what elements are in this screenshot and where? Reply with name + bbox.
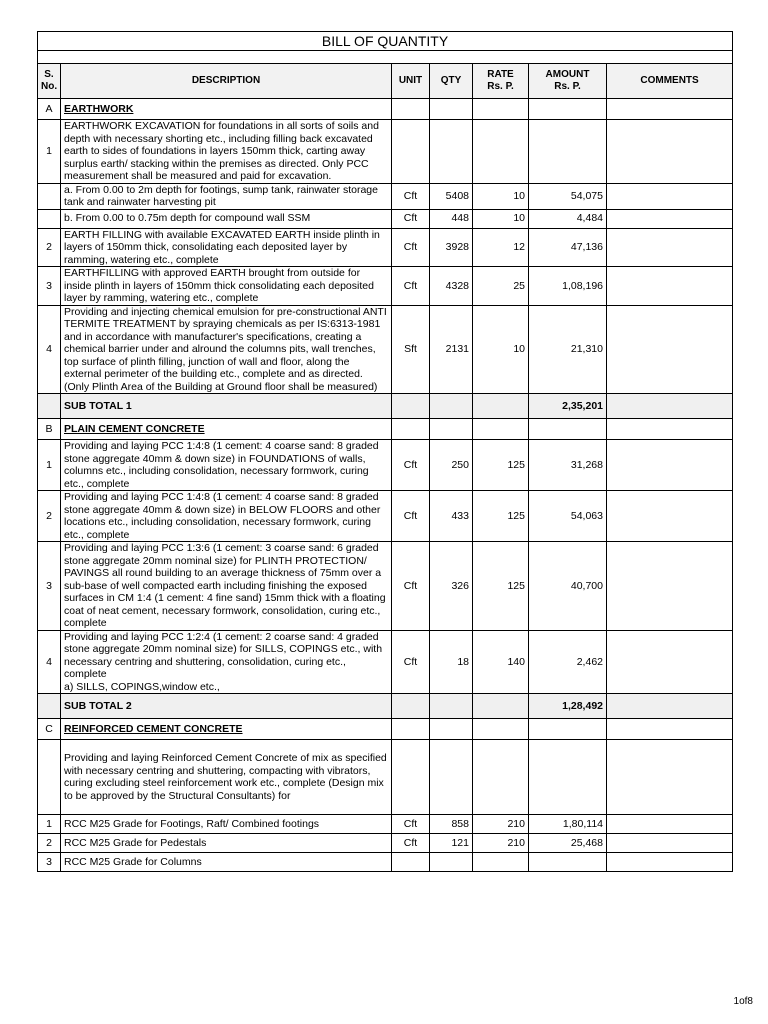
item-amount: 25,468 <box>529 834 607 853</box>
empty-cell <box>392 719 430 740</box>
item-amount: 21,310 <box>529 305 607 394</box>
item-qty: 433 <box>430 491 473 542</box>
item-amount: 1,80,114 <box>529 815 607 834</box>
item-rate: 125 <box>473 440 529 491</box>
header-amount: AMOUNT Rs. P. <box>529 64 607 99</box>
table-row <box>38 209 733 228</box>
item-unit: Cft <box>392 209 430 228</box>
item-rate: 125 <box>473 491 529 542</box>
empty-cell <box>529 419 607 440</box>
empty-cell <box>607 694 733 719</box>
empty-cell <box>430 694 473 719</box>
table-row <box>38 630 733 694</box>
table-row <box>38 120 733 184</box>
item-unit: Cft <box>392 542 430 631</box>
boq-sheet <box>37 31 732 872</box>
item-comments <box>607 740 733 815</box>
section-title: REINFORCED CEMENT CONCRETE <box>61 719 392 740</box>
item-rate: 125 <box>473 542 529 631</box>
empty-cell <box>607 719 733 740</box>
item-comments <box>607 183 733 209</box>
table-row <box>38 491 733 542</box>
item-description: EARTHFILLING with approved EARTH brought from outside for inside plinth in layers of 150mm thick consolidating each deposited layer by ramming, watering etc., complete <box>61 267 392 306</box>
item-description: Providing and laying PCC 1:4:8 (1 cement: 4 coarse sand: 8 graded stone aggregate 40mm & down size) in FOUNDATIONS of walls, columns etc., including consolidation, necessary formwork, curing etc., complete <box>61 440 392 491</box>
empty-cell <box>473 719 529 740</box>
item-description: RCC M25 Grade for Footings, Raft/ Combined footings <box>61 815 392 834</box>
item-amount: 4,484 <box>529 209 607 228</box>
header-unit: UNIT <box>392 64 430 99</box>
item-qty: 18 <box>430 630 473 694</box>
section-header-row <box>38 719 733 740</box>
table-row <box>38 183 733 209</box>
item-rate: 140 <box>473 630 529 694</box>
empty-cell <box>430 719 473 740</box>
item-amount: 31,268 <box>529 440 607 491</box>
empty-cell <box>430 99 473 120</box>
empty-cell <box>607 419 733 440</box>
subtotal-label: SUB TOTAL 2 <box>61 694 392 719</box>
table-row <box>38 228 733 267</box>
item-sno: 4 <box>38 630 61 694</box>
item-unit: Cft <box>392 834 430 853</box>
item-comments <box>607 440 733 491</box>
boq-table <box>37 31 733 872</box>
item-description: Providing and laying Reinforced Cement Concrete of mix as specified with necessary centring and shuttering, compacting with vibrators, curing excluding steel reinforcement work etc., complete (Design mix to be approved by the Structural Consultants) for <box>61 740 392 815</box>
item-unit <box>392 853 430 872</box>
item-unit <box>392 120 430 184</box>
item-unit: Sft <box>392 305 430 394</box>
item-qty: 2131 <box>430 305 473 394</box>
item-qty: 5408 <box>430 183 473 209</box>
item-rate <box>473 740 529 815</box>
item-comments <box>607 630 733 694</box>
item-sno <box>38 183 61 209</box>
item-qty <box>430 120 473 184</box>
empty-cell <box>430 419 473 440</box>
header-description: DESCRIPTION <box>61 64 392 99</box>
item-rate: 10 <box>473 183 529 209</box>
item-description: b. From 0.00 to 0.75m depth for compound wall SSM <box>61 209 392 228</box>
subtotal-row <box>38 394 733 419</box>
item-comments <box>607 815 733 834</box>
empty-cell <box>473 419 529 440</box>
item-rate: 10 <box>473 305 529 394</box>
empty-cell <box>607 394 733 419</box>
header-comments: COMMENTS <box>607 64 733 99</box>
item-amount: 47,136 <box>529 228 607 267</box>
table-row <box>38 267 733 306</box>
empty-cell <box>38 694 61 719</box>
empty-cell <box>473 694 529 719</box>
item-sno <box>38 209 61 228</box>
item-comments <box>607 228 733 267</box>
item-sno: 2 <box>38 491 61 542</box>
item-unit <box>392 740 430 815</box>
item-unit: Cft <box>392 815 430 834</box>
item-sno: 3 <box>38 853 61 872</box>
item-amount <box>529 853 607 872</box>
header-sno: S. No. <box>38 64 61 99</box>
empty-cell <box>392 419 430 440</box>
section-letter: C <box>38 719 61 740</box>
item-comments <box>607 120 733 184</box>
item-amount: 1,08,196 <box>529 267 607 306</box>
item-qty: 3928 <box>430 228 473 267</box>
item-unit: Cft <box>392 183 430 209</box>
item-unit: Cft <box>392 267 430 306</box>
section-header-row <box>38 419 733 440</box>
item-description: Providing and laying PCC 1:4:8 (1 cement: 4 coarse sand: 8 graded stone aggregate 40mm & down size) in BELOW FLOORS and other locations etc., including consolidation, necessary formwork, curing etc., complete <box>61 491 392 542</box>
item-qty: 326 <box>430 542 473 631</box>
item-qty: 4328 <box>430 267 473 306</box>
item-amount: 2,462 <box>529 630 607 694</box>
table-row <box>38 440 733 491</box>
section-letter: A <box>38 99 61 120</box>
item-description: EARTH FILLING with available EXCAVATED EARTH inside plinth in layers of 150mm thick, consolidating each deposited layer by ramming, watering etc., complete <box>61 228 392 267</box>
subtotal-amount: 1,28,492 <box>529 694 607 719</box>
item-sno: 3 <box>38 542 61 631</box>
item-rate <box>473 120 529 184</box>
empty-cell <box>529 99 607 120</box>
item-amount: 54,063 <box>529 491 607 542</box>
item-comments <box>607 267 733 306</box>
empty-cell <box>430 394 473 419</box>
item-qty <box>430 740 473 815</box>
item-qty: 858 <box>430 815 473 834</box>
item-sno: 4 <box>38 305 61 394</box>
item-qty: 250 <box>430 440 473 491</box>
table-row <box>38 834 733 853</box>
item-comments <box>607 305 733 394</box>
item-comments <box>607 491 733 542</box>
item-sno: 1 <box>38 440 61 491</box>
item-unit: Cft <box>392 491 430 542</box>
empty-cell <box>607 99 733 120</box>
item-amount: 40,700 <box>529 542 607 631</box>
empty-cell <box>392 394 430 419</box>
empty-cell <box>38 394 61 419</box>
item-unit: Cft <box>392 228 430 267</box>
item-description: Providing and laying PCC 1:3:6 (1 cement: 3 coarse sand: 6 graded stone aggregate 20mm nominal size) for PLINTH PROTECTION/ PAVINGS all round building to an average thickness of 75mm over a sub-base of well compacted earth including finishing the exposed surfaces in CM 1:4 (1 cement: 4 fine sand) 15mm thick with a floating coat of neat cement, necessary formwork, consolidation, curing etc., complete <box>61 542 392 631</box>
section-header-row <box>38 99 733 120</box>
subtotal-amount: 2,35,201 <box>529 394 607 419</box>
item-rate <box>473 853 529 872</box>
item-rate: 210 <box>473 834 529 853</box>
item-sno <box>38 740 61 815</box>
empty-cell <box>473 394 529 419</box>
item-description: RCC M25 Grade for Columns <box>61 853 392 872</box>
header-rate: RATE Rs. P. <box>473 64 529 99</box>
item-description: Providing and injecting chemical emulsion for pre-constructional ANTI TERMITE TREATMENT by spraying chemicals as per IS:6313-1981 and in accordance with manufacturer's specifications, creating a chemical barrier under and alround the columns pits, wall trenches, top surface of plinth filling, junction of wall and floor, along the external perimeter of the building etc., complete and as directed. (Only Plinth Area of the Building at Ground floor shall be measured) <box>61 305 392 394</box>
item-description: RCC M25 Grade for Pedestals <box>61 834 392 853</box>
item-unit: Cft <box>392 440 430 491</box>
page-title: BILL OF QUANTITY <box>38 32 733 51</box>
table-row <box>38 740 733 815</box>
item-sno: 1 <box>38 120 61 184</box>
item-comments <box>607 834 733 853</box>
item-amount: 54,075 <box>529 183 607 209</box>
table-row <box>38 305 733 394</box>
item-sno: 1 <box>38 815 61 834</box>
empty-cell <box>473 99 529 120</box>
item-sno: 2 <box>38 228 61 267</box>
item-qty <box>430 853 473 872</box>
empty-cell <box>392 99 430 120</box>
item-rate: 10 <box>473 209 529 228</box>
item-unit: Cft <box>392 630 430 694</box>
page-number: 1of8 <box>733 996 753 1007</box>
table-row <box>38 542 733 631</box>
item-rate: 12 <box>473 228 529 267</box>
item-qty: 448 <box>430 209 473 228</box>
item-amount <box>529 120 607 184</box>
item-description: Providing and laying PCC 1:2:4 (1 cement: 2 coarse sand: 4 graded stone aggregate 20mm nominal size) for SILLS, COPINGS etc., with necessary centring and shuttering, consolidation, curing etc., complete a) SILLS, COPINGS,window etc., <box>61 630 392 694</box>
item-sno: 3 <box>38 267 61 306</box>
section-title: PLAIN CEMENT CONCRETE <box>61 419 392 440</box>
item-comments <box>607 542 733 631</box>
header-qty: QTY <box>430 64 473 99</box>
subtotal-row <box>38 694 733 719</box>
header-row <box>38 64 733 99</box>
item-comments <box>607 853 733 872</box>
item-rate: 25 <box>473 267 529 306</box>
section-title: EARTHWORK <box>61 99 392 120</box>
empty-cell <box>529 719 607 740</box>
table-row <box>38 815 733 834</box>
item-rate: 210 <box>473 815 529 834</box>
empty-cell <box>392 694 430 719</box>
item-qty: 121 <box>430 834 473 853</box>
item-description: EARTHWORK EXCAVATION for foundations in all sorts of soils and depth with necessary shorting etc., including filling back excavated earth to sides of foundations in layers 150mm thick, carting away surplus earth/ stacking within the premises as directed. Only PCC measurement shall be measured and paid for excavation. <box>61 120 392 184</box>
section-letter: B <box>38 419 61 440</box>
spacer-row <box>38 51 733 64</box>
table-row <box>38 853 733 872</box>
subtotal-label: SUB TOTAL 1 <box>61 394 392 419</box>
item-description: a. From 0.00 to 2m depth for footings, sump tank, rainwater storage tank and rainwater harvesting pit <box>61 183 392 209</box>
item-amount <box>529 740 607 815</box>
item-comments <box>607 209 733 228</box>
item-sno: 2 <box>38 834 61 853</box>
